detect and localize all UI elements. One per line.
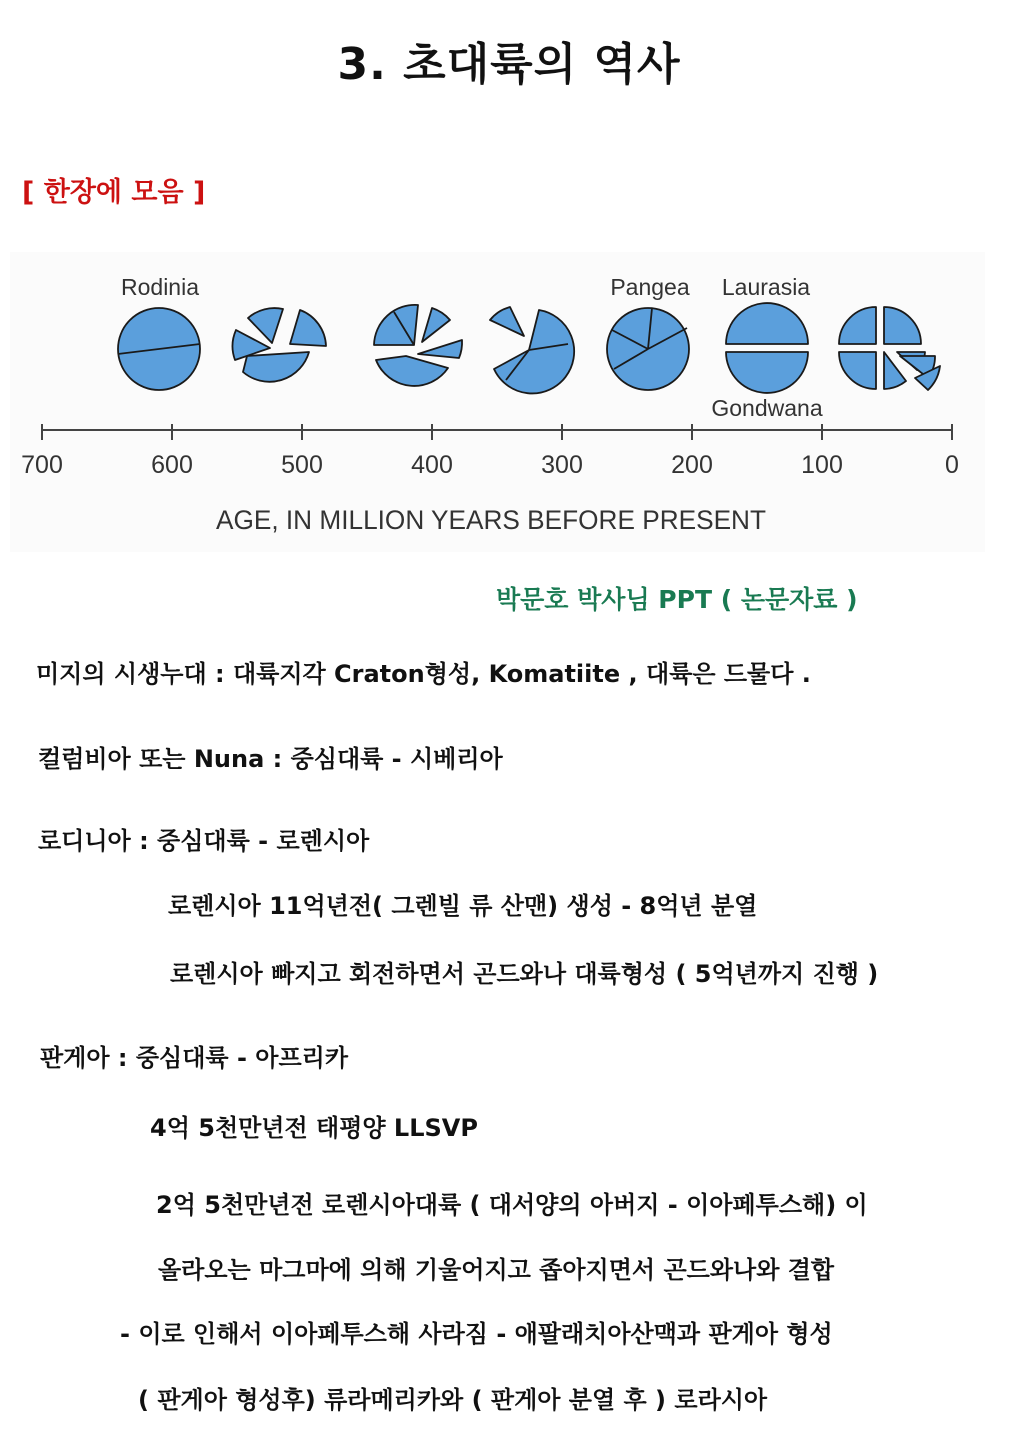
supercontinent-figure: [0, 252, 1018, 552]
axis-tick-label: 700: [21, 451, 63, 479]
credit-note: 박문호 박사님 PPT ( 논문자료 ): [496, 585, 858, 614]
page-title: 3. 초대륙의 역사: [337, 39, 681, 90]
text-line-laurentia-tilt: 2억 5천만년전 로렌시아대륙 ( 대서양의 아버지 - 이아페투스해) 이: [156, 1191, 868, 1219]
axis-tick-label: 0: [945, 451, 959, 479]
label-rodinia: Rodinia: [121, 274, 199, 300]
text-line-laurasia: ( 판게아 형성후) 류라메리카와 ( 판게아 분열 후 ) 로라시아: [138, 1386, 768, 1414]
axis-tick-label: 500: [281, 451, 323, 479]
text-line-iapetus: - 이로 인해서 이아페투스해 사라짐 - 애팔래치아산맥과 판게아 형성: [120, 1320, 833, 1348]
axis-tick-label: 100: [801, 451, 843, 479]
pangea-continent: [607, 308, 689, 390]
section-label: [ 한장에 모음 ]: [22, 177, 206, 208]
text-line-llsvp: 4억 5천만년전 태평양 LLSVP: [150, 1114, 478, 1142]
text-line-pangea: 판게아 : 중심대륙 - 아프리카: [40, 1044, 349, 1072]
supercontinent-diagram: [0, 252, 1018, 552]
rodinia-continent: [118, 308, 200, 390]
label-pangea: Pangea: [610, 274, 690, 300]
text-line-laurentia-formation: 로렌시아 11억년전( 그렌빌 류 산맨) 생성 - 8억년 분열: [168, 892, 758, 920]
axis-tick-label: 300: [541, 451, 583, 479]
axis-tick-label: 600: [151, 451, 193, 479]
text-line-nuna: 컬럼비아 또는 Nuna : 중심대륙 - 시베리아: [38, 745, 503, 773]
text-line-gondwana-formation: 로렌시아 빠지고 회전하면서 곤드와나 대륙형성 ( 5억년까지 진행 ): [170, 960, 879, 988]
axis-tick-label: 200: [671, 451, 713, 479]
label-laurasia: Laurasia: [721, 274, 811, 300]
label-gondwana: Gondwana: [711, 395, 823, 421]
axis-title: AGE, IN MILLION YEARS BEFORE PRESENT: [216, 505, 766, 535]
text-line-archean: 미지의 시생누대 : 대륙지각 Craton형성, Komatiite , 대륙은 드물다 .: [36, 660, 811, 688]
text-line-magma: 올라오는 마그마에 의해 기울어지고 좁아지면서 곤드와나와 결합: [158, 1256, 835, 1284]
axis-tick-label: 400: [411, 451, 453, 479]
text-line-rodinia: 로디니아 : 중심대륙 - 로렌시아: [38, 827, 370, 855]
